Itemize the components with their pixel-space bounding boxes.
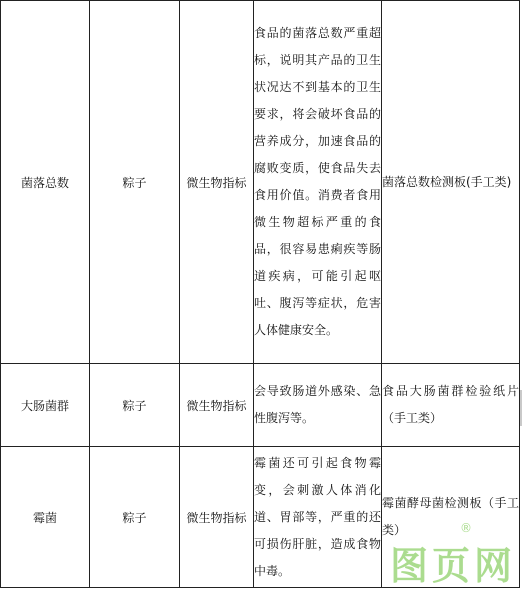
watermark-logo — [389, 521, 516, 590]
hazard-text: 会导致肠道外感染、急性腹泻等。 — [254, 384, 381, 425]
hazard-text: 食品的菌落总数严重超标，说明其产品的卫生状况达不到基本的卫生要求，将会破坏食品的营养成分，加速食品的腐败变质，使食品失去食用价值。消费者食用微生物超标严重的食品，很容易患痢疾等肠道疾病，可能引起呕吐、腹泻等症状，危害人体健康安全。 — [254, 26, 381, 337]
method-text: 菌落总数检测板(手工类) — [382, 174, 512, 189]
method-text: 食品大肠菌群检验纸片（手工类） — [382, 384, 519, 425]
sample-cell: 粽子 — [90, 364, 180, 447]
table-row — [1, 364, 520, 447]
category-cell: 微生物指标 — [180, 364, 254, 447]
item-name-cell: 大肠菌群 — [1, 364, 90, 447]
sample-cell: 粽子 — [90, 1, 180, 364]
category-cell: 微生物指标 — [180, 1, 254, 364]
table-row — [1, 1, 520, 364]
hazard-cell — [254, 1, 382, 364]
hazard-text: 霉菌还可引起食物霉变，会刺激人体消化道、胃部等，严重的还可损伤肝脏，造成食物中毒。 — [254, 455, 381, 578]
method-text: 霉菌酵母菌检测板（手工类） — [382, 496, 519, 537]
watermark-text: 图页网 — [389, 544, 516, 588]
registered-mark: ® — [460, 521, 472, 535]
hazard-cell — [254, 447, 382, 588]
item-name-cell: 菌落总数 — [1, 1, 90, 364]
hazard-cell — [254, 364, 382, 447]
item-name-cell: 霉菌 — [1, 447, 90, 588]
method-cell — [382, 364, 520, 447]
method-cell — [382, 1, 520, 364]
category-cell: 微生物指标 — [180, 447, 254, 588]
sample-cell: 粽子 — [90, 447, 180, 588]
